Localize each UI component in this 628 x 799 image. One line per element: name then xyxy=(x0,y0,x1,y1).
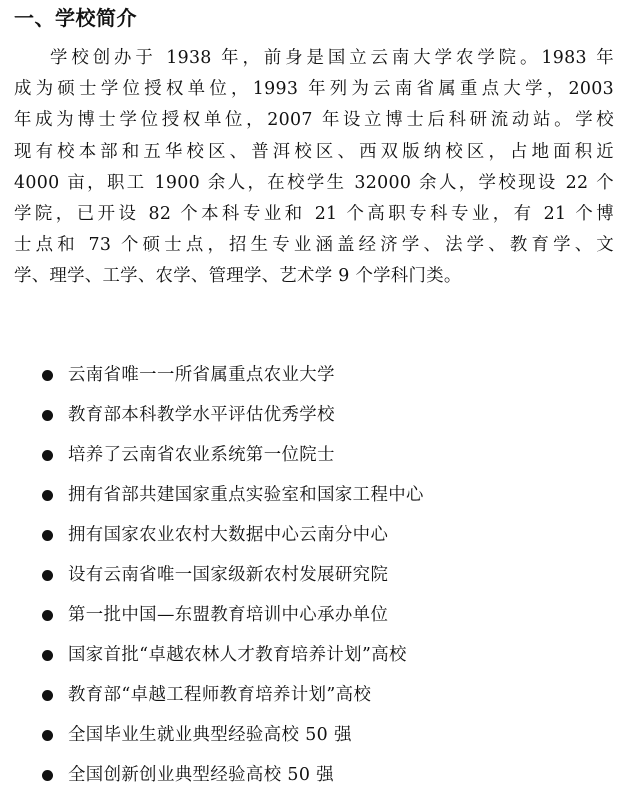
intro-line: 学校创办于 1938 年，前身是国立云南大学农学院。1983 年 xyxy=(50,48,614,68)
list-item-text: 国家首批“卓越农林人才教育培养计划”高校 xyxy=(68,645,407,665)
list-item-text: 第一批中国—东盟教育培训中心承办单位 xyxy=(68,605,389,625)
list-item xyxy=(0,355,628,395)
intro-line: 4000 亩，职工 1900 余人，在校学生 32000 余人，学校现设 22 个 xyxy=(14,172,614,193)
list-item xyxy=(0,435,628,475)
intro-line: 士点和 73 个硕士点，招生专业涵盖经济学、法学、教育学、文 xyxy=(14,235,614,256)
bullet-icon xyxy=(42,410,53,421)
bullet-icon xyxy=(42,490,53,501)
bullet-icon xyxy=(42,770,53,781)
list-item-text: 设有云南省唯一国家级新农村发展研究院 xyxy=(68,565,389,585)
bullet-icon xyxy=(42,530,53,541)
list-item xyxy=(0,555,628,595)
bullet-icon xyxy=(42,650,53,661)
bullet-icon xyxy=(42,690,53,701)
bullet-icon xyxy=(42,570,53,581)
bullet-icon xyxy=(42,450,53,461)
intro-line: 年成为博士学位授权单位，2007 年设立博士后科研流动站。学校 xyxy=(14,110,614,131)
list-item-text: 全国创新创业典型经验高校 50 强 xyxy=(68,765,335,785)
section-heading: 一、学校简介 xyxy=(14,6,137,30)
highlights-list xyxy=(0,355,628,795)
list-item-text: 拥有国家农业农村大数据中心云南分中心 xyxy=(68,525,389,545)
list-item-text: 云南省唯一一所省属重点农业大学 xyxy=(68,365,335,385)
intro-line: 现有校本部和五华校区、普洱校区、西双版纳校区，占地面积近 xyxy=(14,141,614,162)
bullet-icon xyxy=(42,730,53,741)
list-item xyxy=(0,475,628,515)
list-item xyxy=(0,755,628,795)
list-item-text: 教育部“卓越工程师教育培养计划”高校 xyxy=(68,685,372,705)
list-item-text: 培养了云南省农业系统第一位院士 xyxy=(68,445,335,465)
list-item xyxy=(0,715,628,755)
list-item-text: 拥有省部共建国家重点实验室和国家工程中心 xyxy=(68,485,424,505)
list-item xyxy=(0,635,628,675)
list-item xyxy=(0,595,628,635)
list-item-text: 全国毕业生就业典型经验高校 50 强 xyxy=(68,725,352,745)
list-item xyxy=(0,515,628,555)
intro-line: 学、理学、工学、农学、管理学、艺术学 9 个学科门类。 xyxy=(14,266,462,287)
intro-line: 学院，已开设 82 个本科专业和 21 个高职专科专业，有 21 个博 xyxy=(14,204,614,225)
bullet-icon xyxy=(42,370,53,381)
intro-paragraph xyxy=(14,43,614,293)
list-item xyxy=(0,395,628,435)
list-item-text: 教育部本科教学水平评估优秀学校 xyxy=(68,405,335,425)
bullet-icon xyxy=(42,610,53,621)
list-item xyxy=(0,675,628,715)
intro-line: 成为硕士学位授权单位，1993 年列为云南省属重点大学，2003 xyxy=(14,79,614,100)
